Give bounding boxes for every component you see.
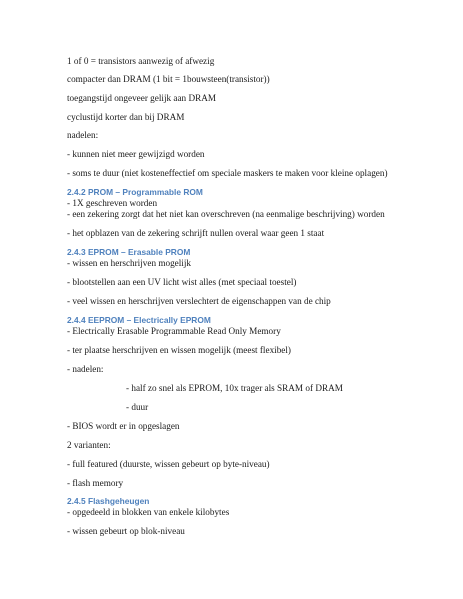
text-line: - half zo snel als EPROM, 10x trager als SRAM of DRAM — [126, 383, 343, 393]
text-line: - opgedeeld in blokken van enkele kilobytes — [67, 507, 230, 517]
text-line: - het opblazen van de zekering schrijft nullen overal waar geen 1 staat — [67, 228, 325, 238]
text-line: 2 varianten: — [67, 440, 111, 450]
text-line: 1 of 0 = transistors aanwezig of afwezig — [67, 56, 215, 66]
text-line: - wissen en herschrijven mogelijk — [67, 258, 191, 268]
section-heading: 2.4.2 PROM – Programmable ROM — [67, 187, 203, 197]
section-heading: 2.4.4 EEPROM – Electrically EPROM — [67, 315, 211, 325]
section-heading: 2.4.5 Flashgeheugen — [67, 496, 150, 506]
text-line: - kunnen niet meer gewijzigd worden — [67, 149, 205, 159]
text-line: cyclustijd korter dan bij DRAM — [67, 112, 185, 122]
text-line: - 1X geschreven worden — [67, 198, 158, 208]
text-line: - Electrically Erasable Programmable Read Only Memory — [67, 326, 281, 336]
text-line: - BIOS wordt er in opgeslagen — [67, 421, 180, 431]
text-line: - soms te duur (niet kosteneffectief om speciale maskers te maken voor kleine oplagen) — [67, 168, 388, 178]
section-heading: 2.4.3 EPROM – Erasable PROM — [67, 247, 191, 257]
text-line: nadelen: — [67, 130, 99, 140]
text-line: - ter plaatse herschrijven en wissen mogelijk (meest flexibel) — [67, 345, 291, 355]
text-line: - veel wissen en herschrijven verslechtert de eigenschappen van de chip — [67, 296, 331, 306]
text-line: - flash memory — [67, 478, 124, 488]
text-line: - een zekering zorgt dat het niet kan overschreven (na eenmalige beschrijving) worden — [67, 209, 385, 219]
text-line: toegangstijd ongeveer gelijk aan DRAM — [67, 93, 217, 103]
text-line: - blootstellen aan een UV licht wist alles (met speciaal toestel) — [67, 277, 297, 287]
text-line: - nadelen: — [67, 364, 104, 374]
text-line: - duur — [126, 402, 149, 412]
text-line: - full featured (duurste, wissen gebeurt op byte-niveau) — [67, 459, 270, 469]
text-line: - wissen gebeurt op blok-niveau — [67, 526, 185, 536]
text-line: compacter dan DRAM (1 bit = 1bouwsteen(transistor)) — [67, 74, 270, 84]
